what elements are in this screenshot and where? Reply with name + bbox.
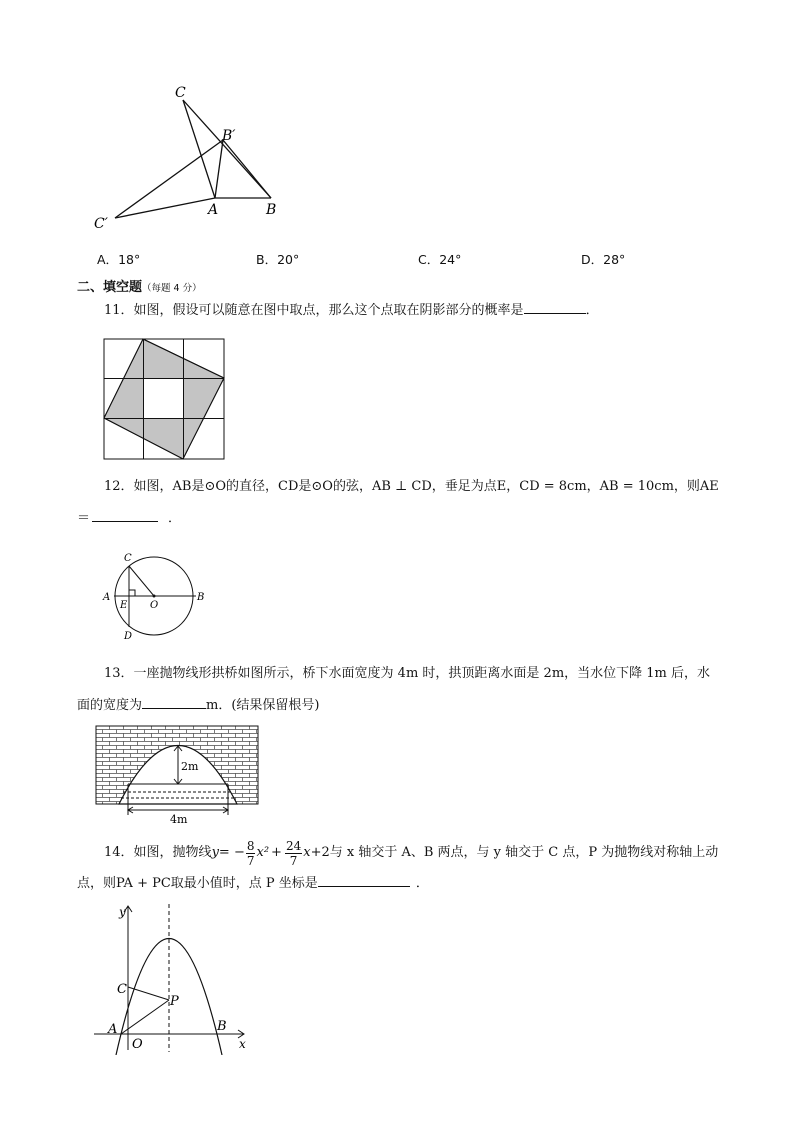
- label-height: 2m: [181, 760, 199, 773]
- q13-text-line2: 面的宽度为 m．(结果保留根号): [77, 698, 320, 713]
- q10-triangle-figure: [88, 80, 288, 235]
- q12-text-line1: 12．如图，AB是⊙O的直径，CD是⊙O的弦，AB ⊥ CD，垂足为点E，CD = 8cm，AB = 10cm，则AE: [104, 479, 719, 494]
- label-o: O: [150, 600, 159, 611]
- q12-answer-blank[interactable]: [92, 509, 158, 522]
- q10-option-c[interactable]: C．24°: [418, 252, 462, 267]
- q14-answer-blank[interactable]: [318, 874, 410, 887]
- q14-text-line2: 点，则PA + PC取最小值时，点 P 坐标是 ．: [77, 876, 429, 891]
- q14-text-line1: 14． 如图，抛物线 y = − $\frac{8}{7}$ x² + $\frac{24}{7}$ x +2 与 x 轴交于 A、B 两点，与 y 轴交于 C 点，P 为抛物线对称轴上动: [104, 838, 719, 868]
- label-a: A: [103, 592, 111, 603]
- q10-option-a[interactable]: A．18°: [97, 252, 141, 267]
- q11-text: 11．如图，假设可以随意在图中取点，那么这个点取在阴影部分的概率是 ．: [104, 303, 599, 318]
- q14-parabola-figure: [92, 900, 254, 1055]
- q13-answer-blank[interactable]: [142, 696, 206, 709]
- label-b: B: [197, 592, 205, 603]
- label-c: C: [117, 982, 127, 997]
- q13-text-line1: 13．一座抛物线形拱桥如图所示，桥下水面宽度为 4m 时，拱顶距离水面是 2m，当水位下降 1m 后，水: [104, 666, 711, 681]
- label-o: O: [132, 1037, 143, 1052]
- label-d: D: [124, 631, 133, 642]
- label-width: 4m: [170, 813, 188, 825]
- q14-fraction-2: $\frac{24}{7}$: [285, 838, 302, 868]
- label-x: x: [239, 1037, 246, 1051]
- label-b: B: [217, 1019, 227, 1034]
- label-c: C: [175, 85, 186, 101]
- label-y: y: [119, 905, 126, 919]
- label-p: P: [170, 994, 179, 1009]
- q13-bridge-figure: [95, 725, 259, 825]
- q11-answer-blank[interactable]: [524, 301, 586, 314]
- q10-option-b[interactable]: B．20°: [256, 252, 300, 267]
- label-e: E: [120, 600, 128, 611]
- section-heading: 二、填空题（每题 4 分）: [77, 280, 202, 295]
- label-b-prime: B′: [222, 128, 236, 144]
- q12-text-line2: ＝ ．: [77, 511, 182, 526]
- q12-circle-figure: [100, 549, 215, 645]
- label-c: C: [124, 553, 132, 564]
- label-b: B: [266, 202, 277, 218]
- label-a: A: [208, 202, 219, 218]
- q11-grid-figure: [103, 338, 227, 462]
- label-a: A: [108, 1022, 118, 1037]
- q14-fraction-1: $\frac{8}{7}$: [246, 838, 255, 868]
- q10-option-d[interactable]: D．28°: [581, 252, 626, 267]
- label-c-prime: C′: [94, 216, 108, 232]
